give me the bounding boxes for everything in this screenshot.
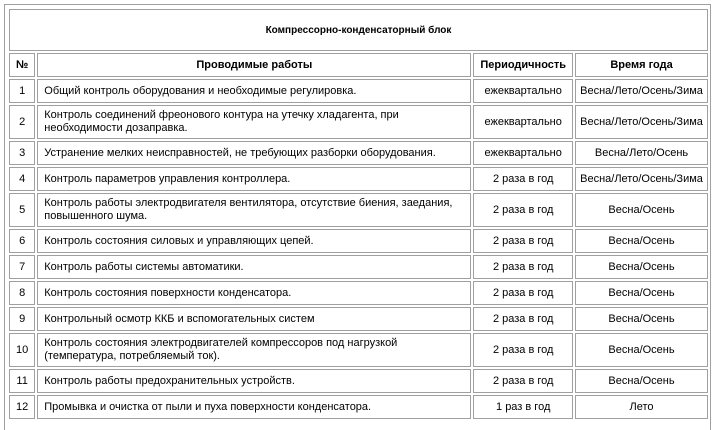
table-row (9, 369, 708, 393)
row-task: Устранение мелких неисправностей, не требующих разборки оборудования. (37, 141, 471, 165)
row-num: 7 (9, 255, 35, 279)
row-task: Контроль работы предохранительных устройств. (37, 369, 471, 393)
header-period: Периодичность (473, 53, 573, 77)
row-period: ежеквартально (473, 141, 573, 165)
header-season: Время года (575, 53, 708, 77)
row-period: 2 раза в год (473, 369, 573, 393)
row-task: Контроль состояния поверхности конденсатора. (37, 281, 471, 305)
row-task: Промывка и очистка от пыли и пуха поверхности конденсатора. (37, 395, 471, 419)
row-num: 10 (9, 333, 35, 367)
row-num: 11 (9, 369, 35, 393)
row-season: Весна/Осень (575, 369, 708, 393)
row-period: 2 раза в год (473, 255, 573, 279)
row-season: Весна/Лето/Осень/Зима (575, 167, 708, 191)
row-season: Лето (575, 395, 708, 419)
table-row (9, 79, 708, 103)
table-container (4, 4, 711, 430)
table-row (9, 333, 708, 367)
row-num: 2 (9, 105, 35, 139)
table-row (9, 395, 708, 419)
row-num: 5 (9, 193, 35, 227)
row-num: 9 (9, 307, 35, 331)
row-num: 4 (9, 167, 35, 191)
row-num: 3 (9, 141, 35, 165)
row-season: Весна/Лето/Осень/Зима (575, 79, 708, 103)
row-period: 2 раза в год (473, 307, 573, 331)
row-season: Весна/Лето/Осень (575, 141, 708, 165)
row-season: Весна/Осень (575, 193, 708, 227)
row-period: 2 раза в год (473, 193, 573, 227)
row-season: Весна/Осень (575, 333, 708, 367)
table-row (9, 167, 708, 191)
row-season: Весна/Осень (575, 307, 708, 331)
row-season: Весна/Осень (575, 281, 708, 305)
row-period: 1 раз в год (473, 395, 573, 419)
table-row (9, 193, 708, 227)
row-num: 8 (9, 281, 35, 305)
row-task: Контроль состояния электродвигателей компрессоров под нагрузкой (температура, потребляемый ток). (37, 333, 471, 367)
row-period: 2 раза в год (473, 229, 573, 253)
row-season: Весна/Осень (575, 229, 708, 253)
table-row (9, 281, 708, 305)
header-row (9, 53, 708, 77)
row-period: 2 раза в год (473, 333, 573, 367)
row-task: Общий контроль оборудования и необходимые регулировка. (37, 79, 471, 103)
row-num: 1 (9, 79, 35, 103)
row-task: Контроль работы электродвигателя вентилятора, отсутствие биения, заедания, повышенного шума. (37, 193, 471, 227)
table-row (9, 229, 708, 253)
table-row (9, 255, 708, 279)
row-num: 12 (9, 395, 35, 419)
row-num: 6 (9, 229, 35, 253)
table-row (9, 105, 708, 139)
table-row (9, 307, 708, 331)
row-task: Контроль параметров управления контроллера. (37, 167, 471, 191)
row-task: Контроль состояния силовых и управляющих цепей. (37, 229, 471, 253)
table-title: Компрессорно-конденсаторный блок (9, 9, 708, 51)
row-season: Весна/Осень (575, 255, 708, 279)
row-period: ежеквартально (473, 105, 573, 139)
row-task: Контрольный осмотр ККБ и вспомогательных систем (37, 307, 471, 331)
row-task: Контроль работы системы автоматики. (37, 255, 471, 279)
header-task: Проводимые работы (37, 53, 471, 77)
row-season: Весна/Лето/Осень/Зима (575, 105, 708, 139)
row-task: Контроль соединений фреонового контура на утечку хладагента, при необходимости дозаправка. (37, 105, 471, 139)
maintenance-table (7, 7, 710, 421)
row-period: 2 раза в год (473, 167, 573, 191)
header-num: № (9, 53, 35, 77)
row-period: ежеквартально (473, 79, 573, 103)
row-period: 2 раза в год (473, 281, 573, 305)
table-row (9, 141, 708, 165)
